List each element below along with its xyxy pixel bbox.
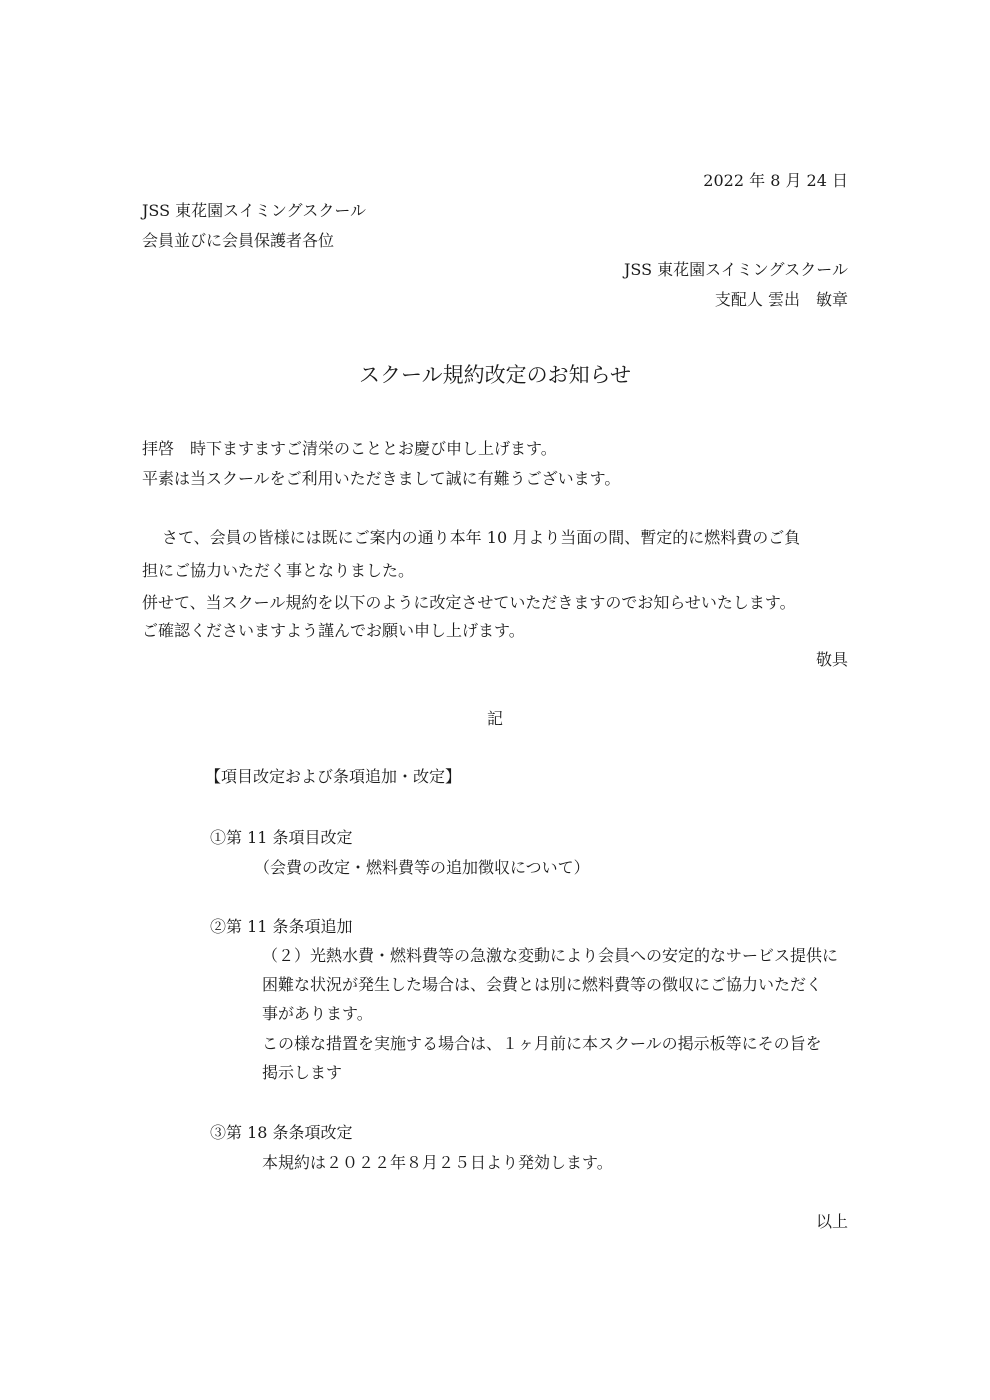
item-2-line-2: 困難な状況が発生した場合は、会費とは別に燃料費等の徴収にご協力いただく <box>262 975 823 994</box>
item-2-line-3: 事があります。 <box>262 1004 373 1023</box>
recipient-line-1: JSS 東花園スイミングスクール <box>142 201 367 220</box>
page-title: スクール規約改定のお知らせ <box>359 363 631 387</box>
item-1-heading: ①第 11 条項目改定 <box>210 828 353 847</box>
item-2-heading: ②第 11 条条項追加 <box>210 917 353 936</box>
section-heading: 【項目改定および条項追加・改定】 <box>205 767 462 786</box>
item-2-line-4: この様な措置を実施する場合は、１ヶ月前に本スクールの掲示板等にその旨を <box>262 1034 822 1053</box>
item-2-line-1: （２）光熱水費・燃料費等の急激な変動により会員への安定的なサービス提供に <box>262 946 839 965</box>
item-3-detail: 本規約は２０２２年８月２５日より発効します。 <box>262 1153 613 1172</box>
sender-person: 支配人 雲出 敏章 <box>714 290 848 309</box>
ki-marker: 記 <box>486 709 503 728</box>
sender-organization: JSS 東花園スイミングスクール <box>623 260 848 279</box>
item-3-heading: ③第 18 条条項改定 <box>210 1123 353 1142</box>
recipient-line-2: 会員並びに会員保護者各位 <box>142 231 335 250</box>
item-1-detail: （会費の改定・燃料費等の追加徴収について） <box>254 858 590 877</box>
closing-keigu: 敬具 <box>815 650 848 669</box>
body-paragraph-2-line-2: ご確認くださいますよう謹んでお願い申し上げます。 <box>142 621 525 640</box>
issue-date: 2022 年 8 月 24 日 <box>703 171 848 190</box>
body-paragraph-1-line-2: 担にご協力いただく事となりました。 <box>142 561 415 580</box>
end-marker: 以上 <box>815 1212 848 1231</box>
body-paragraph-2-line-1: 併せて、当スクール規約を以下のように改定させていただきますのでお知らせいたします。 <box>142 593 796 612</box>
item-2-line-5: 掲示します <box>262 1063 343 1082</box>
greeting-line-2: 平素は当スクールをご利用いただきまして誠に有難うございます。 <box>142 469 621 488</box>
body-paragraph-1-line-1: さて、会員の皆様には既にご案内の通り本年 10 月より当面の間、暫定的に燃料費のご負 <box>162 528 801 547</box>
greeting-line-1: 拝啓 時下ますますご清栄のこととお慶び申し上げます。 <box>142 439 557 458</box>
